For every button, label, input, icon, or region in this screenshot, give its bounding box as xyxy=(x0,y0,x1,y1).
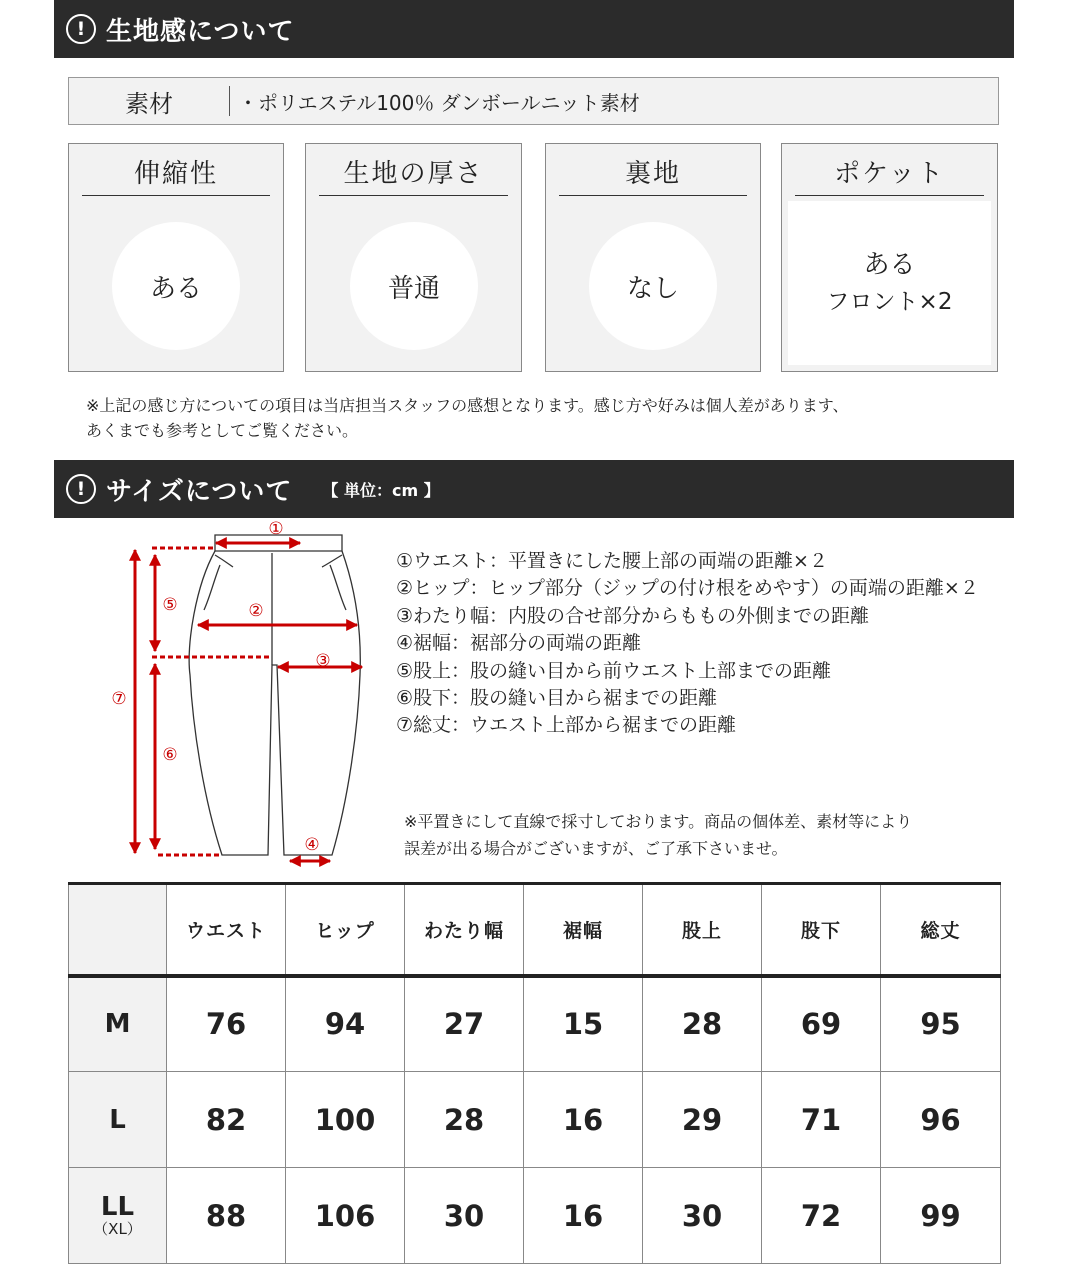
size-name: LL xyxy=(100,1191,135,1222)
table-cell: 88 xyxy=(167,1168,286,1264)
measurement-waist: ①ウエスト：平置きにした腰上部の両端の距離×２ xyxy=(396,550,828,572)
table-header-row xyxy=(69,884,1001,976)
feature-stretch-label: 伸縮性 xyxy=(82,152,270,196)
size-cell-l xyxy=(69,1072,167,1168)
table-row xyxy=(69,976,1001,1072)
table-row xyxy=(69,1072,1001,1168)
diagram-mark-6: ⑥ xyxy=(162,745,178,765)
fabric-note xyxy=(86,393,849,443)
feature-thickness xyxy=(305,143,522,372)
size-note-line1: ※平置きにして直線で採寸しております。商品の個体差、素材等により xyxy=(404,812,913,831)
size-cell-ll xyxy=(69,1168,167,1264)
feature-pocket xyxy=(781,143,998,372)
feature-pocket-box xyxy=(788,201,991,365)
feature-pocket-detail: フロント×2 xyxy=(826,289,953,315)
header-waist: ウエスト xyxy=(167,884,286,976)
feature-lining-value: なし xyxy=(589,222,717,350)
measurement-hip: ②ヒップ：ヒップ部分（ジップの付け根をめやす）の両端の距離×２ xyxy=(396,577,979,600)
size-cell-m xyxy=(69,976,167,1072)
table-cell: 72 xyxy=(762,1168,881,1264)
exclamation-icon: ! xyxy=(66,474,96,504)
header-thigh: わたり幅 xyxy=(405,884,524,976)
size-name: M xyxy=(104,1009,131,1040)
size-note-line2: 誤差が出る場合がございますが、ご了承下さいませ。 xyxy=(404,839,788,858)
pants-outline xyxy=(189,535,360,855)
diagram-mark-3: ③ xyxy=(315,651,331,671)
header-length: 総丈 xyxy=(881,884,1001,976)
feature-thickness-label: 生地の厚さ xyxy=(319,152,508,196)
table-cell: 16 xyxy=(524,1072,643,1168)
measure-lines xyxy=(135,543,362,861)
size-section-title: サイズについて xyxy=(106,476,293,507)
measurement-thigh: ③わたり幅：内股の合せ部分からももの外側までの距離 xyxy=(396,604,870,627)
measurement-hem: ④裾幅：裾部分の両端の距離 xyxy=(396,632,642,655)
size-alias: （XL） xyxy=(93,1219,142,1238)
size-note xyxy=(404,808,912,862)
feature-stretch xyxy=(68,143,284,372)
diagram-mark-5: ⑤ xyxy=(162,595,178,615)
feature-pocket-value: ある xyxy=(863,250,916,280)
table-cell: 82 xyxy=(167,1072,286,1168)
table-cell: 16 xyxy=(524,1168,643,1264)
table-cell: 30 xyxy=(405,1168,524,1264)
size-unit-label: 【 単位：cm 】 xyxy=(322,480,440,500)
table-cell: 106 xyxy=(286,1168,405,1264)
material-row xyxy=(68,77,999,125)
table-cell: 15 xyxy=(524,976,643,1072)
material-divider xyxy=(229,86,230,116)
fabric-note-line1: ※上記の感じ方についての項目は当店担当スタッフの感想となります。感じ方や好みは個人差があります、 xyxy=(86,396,849,415)
diagram-mark-7: ⑦ xyxy=(111,689,127,709)
header-size xyxy=(69,884,167,976)
table-cell: 30 xyxy=(643,1168,762,1264)
material-label: 素材 xyxy=(125,89,173,118)
diagram-mark-2: ② xyxy=(248,601,264,621)
exclamation-icon: ! xyxy=(66,14,96,44)
header-rise: 股上 xyxy=(643,884,762,976)
table-row xyxy=(69,1168,1001,1264)
table-cell: 100 xyxy=(286,1072,405,1168)
table-cell: 76 xyxy=(167,976,286,1072)
table-cell: 28 xyxy=(643,976,762,1072)
feature-lining-label: 裏地 xyxy=(559,152,747,196)
feature-lining xyxy=(545,143,761,372)
header-hem: 裾幅 xyxy=(524,884,643,976)
table-cell: 69 xyxy=(762,976,881,1072)
measurement-rise: ⑤股上：股の縫い目から前ウエスト上部までの距離 xyxy=(396,659,832,682)
pants-measurement-diagram xyxy=(100,515,390,875)
table-cell: 29 xyxy=(643,1072,762,1168)
fabric-note-line2: あくまでも参考としてご覧ください。 xyxy=(86,421,359,440)
table-cell: 28 xyxy=(405,1072,524,1168)
measurement-guide xyxy=(396,548,979,740)
feature-thickness-value: 普通 xyxy=(350,222,478,350)
header-inseam: 股下 xyxy=(762,884,881,976)
table-cell: 71 xyxy=(762,1072,881,1168)
table-cell: 96 xyxy=(881,1072,1001,1168)
feature-pocket-label: ポケット xyxy=(795,152,984,196)
feature-stretch-value: ある xyxy=(112,222,240,350)
size-section-header xyxy=(54,460,1014,518)
table-cell: 95 xyxy=(881,976,1001,1072)
measurement-length: ⑦総丈：ウエスト上部から裾までの距離 xyxy=(396,714,737,737)
diagram-mark-4: ④ xyxy=(304,835,320,855)
table-cell: 27 xyxy=(405,976,524,1072)
header-hip: ヒップ xyxy=(286,884,405,976)
material-value: ・ポリエステル100％ ダンボールニット素材 xyxy=(238,90,640,115)
measurement-inseam: ⑥股下：股の縫い目から裾までの距離 xyxy=(396,687,718,710)
table-cell: 94 xyxy=(286,976,405,1072)
size-table xyxy=(68,882,1001,1264)
fabric-section-title: 生地感について xyxy=(106,16,295,47)
fabric-section-header xyxy=(54,0,1014,58)
size-name: L xyxy=(109,1104,126,1135)
table-cell: 99 xyxy=(881,1168,1001,1264)
diagram-mark-1: ① xyxy=(268,519,284,539)
